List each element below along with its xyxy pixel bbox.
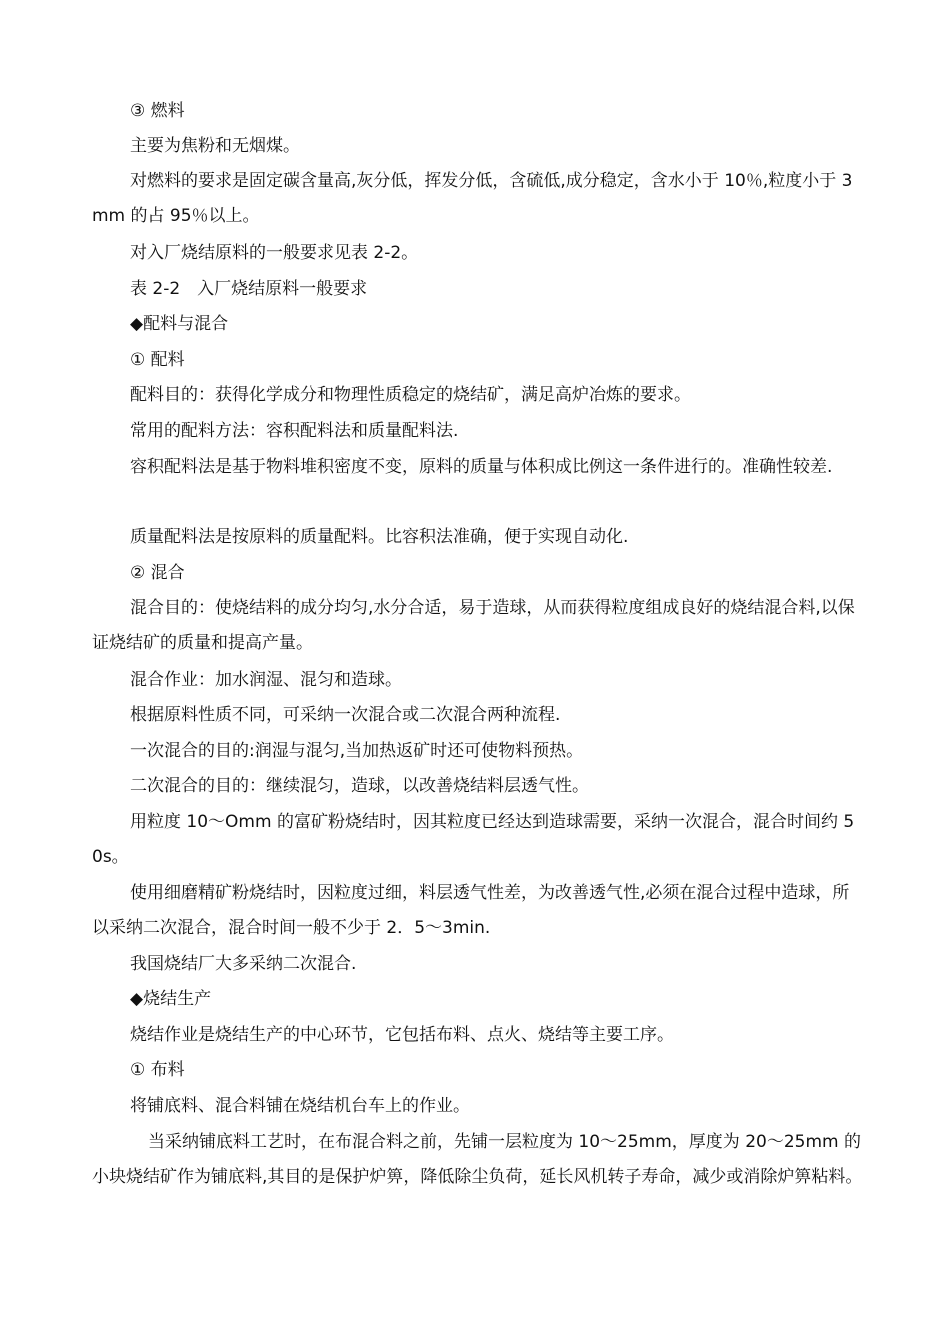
paragraph: 配料目的：获得化学成分和物理性质稳定的烧结矿，满足高炉冶炼的要求。 — [130, 385, 691, 405]
subheading-batching: ① 配料 — [130, 350, 185, 370]
paragraph: 将铺底料、混合料铺在烧结机台车上的作业。 — [130, 1096, 470, 1116]
section-heading-fuel: ③ 燃料 — [130, 101, 185, 121]
paragraph: 我国烧结厂大多采纳二次混合. — [130, 954, 357, 974]
section-heading-batching-mixing: ◆配料与混合 — [130, 314, 229, 334]
paragraph: 对燃料的要求是固定碳含量高,灰分低，挥发分低，含硫低,成分稳定，含水小于 10％,粒度小于 3mm 的占 95％以上。 — [92, 171, 853, 226]
paragraph: 用粒度 10～Omm 的富矿粉烧结时，因其粒度已经达到造球需要，采纳一次混合，混合时间约 50s。 — [92, 812, 855, 867]
paragraph: 一次混合的目的:润湿与混匀,当加热返矿时还可使物料预热。 — [130, 741, 584, 761]
section-heading-sintering: ◆烧结生产 — [130, 989, 212, 1009]
paragraph: 混合目的：使烧结料的成分均匀,水分合适，易于造球，从而获得粒度组成良好的烧结混合料,以保证烧结矿的质量和提高产量。 — [92, 598, 855, 653]
paragraph: 混合作业：加水润湿、混匀和造球。 — [130, 670, 402, 690]
paragraph: 烧结作业是烧结生产的中心环节，它包括布料、点火、烧结等主要工序。 — [130, 1025, 674, 1045]
paragraph: 主要为焦粉和无烟煤。 — [130, 136, 300, 156]
paragraph: 质量配料法是按原料的质量配料。比容积法准确，便于实现自动化. — [130, 527, 629, 547]
paragraph: 使用细磨精矿粉烧结时，因粒度过细，料层透气性差，为改善透气性,必须在混合过程中造球，所以采纳二次混合，混合时间一般不少于 2．5～3min. — [92, 883, 850, 938]
paragraph: 根据原料性质不同，可采纳一次混合或二次混合两种流程. — [130, 705, 561, 725]
paragraph: 常用的配料方法：容积配料法和质量配料法. — [130, 421, 459, 441]
subheading-distribution: ① 布料 — [130, 1060, 185, 1080]
paragraph: 对入厂烧结原料的一般要求见表 2-2。 — [130, 243, 419, 263]
subheading-mixing: ② 混合 — [130, 563, 185, 583]
table-caption: 表 2-2 入厂烧结原料一般要求 — [130, 279, 368, 299]
paragraph: 容积配料法是基于物料堆积密度不变，原料的质量与体积成比例这一条件进行的。准确性较差. — [130, 457, 833, 477]
paragraph: 当采纳铺底料工艺时，在布混合料之前，先铺一层粒度为 10～25mm，厚度为 20～25mm 的小块烧结矿作为铺底料,其目的是保护炉箅，降低除尘负荷，延长风机转子寿命，减少或消除炉箅粘料。 — [92, 1132, 863, 1187]
paragraph: 二次混合的目的：继续混匀，造球，以改善烧结料层透气性。 — [130, 776, 589, 796]
